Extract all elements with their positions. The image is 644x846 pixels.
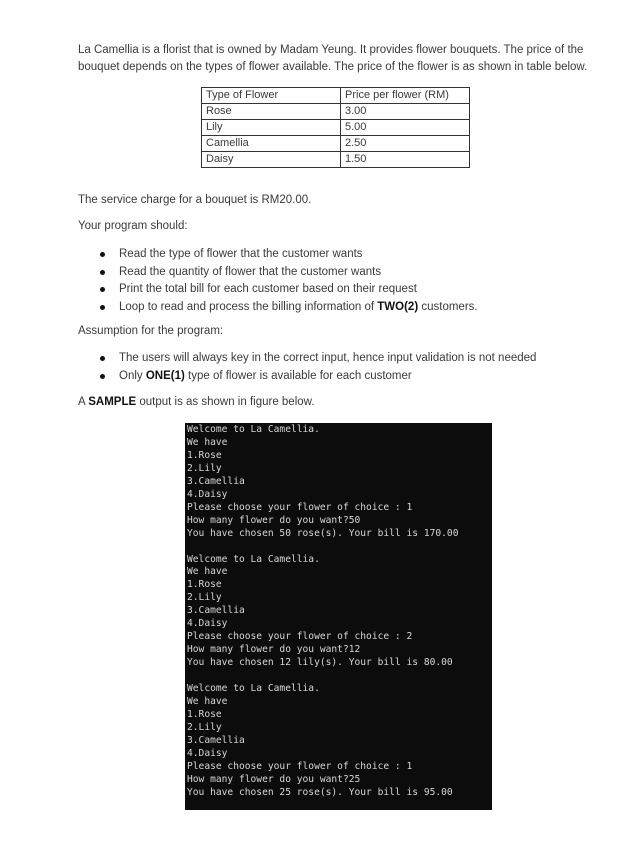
service-charge-text: The service charge for a bouquet is RM20.00.	[78, 194, 312, 206]
caption-text: A	[78, 396, 89, 408]
list-item	[100, 264, 478, 282]
column-header-flower-type: Type of Flower	[202, 88, 341, 104]
console-output-window	[185, 423, 492, 810]
cell-flower-type: Camellia	[202, 136, 341, 152]
cell-flower-type: Rose	[202, 104, 341, 120]
caption-text: output is as shown in figure below.	[136, 396, 315, 408]
cell-price: 1.50	[341, 152, 470, 168]
flower-price-table	[201, 87, 470, 168]
list-item	[100, 299, 478, 317]
list-item	[100, 246, 478, 264]
list-item	[100, 281, 478, 299]
cell-price: 3.00	[341, 104, 470, 120]
cell-flower-type: Daisy	[202, 152, 341, 168]
assumptions-list	[100, 350, 536, 385]
intro-paragraph: La Camellia is a florist that is owned by Madam Yeung. It provides flower bouquets. The price of the bouquet depends on the types of flower available. The price of the flower is as shown in table below.	[78, 44, 588, 73]
bullet-icon	[100, 287, 105, 292]
list-item-text: Read the type of flower that the customer wants	[119, 248, 363, 260]
list-item-text: type of flower is available for each customer	[184, 369, 412, 382]
cell-price: 5.00	[341, 120, 470, 136]
sample-caption	[78, 394, 315, 411]
bullet-icon	[100, 374, 105, 379]
cell-price: 2.50	[341, 136, 470, 152]
list-item	[100, 350, 536, 368]
table-row	[202, 152, 470, 168]
bullet-icon	[100, 252, 105, 257]
assumptions-heading: Assumption for the program:	[78, 325, 224, 337]
table-row	[202, 104, 470, 120]
bullet-icon	[100, 270, 105, 275]
list-item-text: Loop to read and process the billing information of	[119, 300, 378, 313]
table-row	[202, 136, 470, 152]
cell-flower-type: Lily	[202, 120, 341, 136]
list-item-text: Read the quantity of flower that the customer wants	[119, 265, 382, 278]
bullet-icon	[100, 356, 105, 361]
console-output-text: Welcome to La Camellia. We have 1.Rose 2.Lily 3.Camellia 4.Daisy Please choose your flower of choice : 1 How many flower do you want?50 You have chosen 50 rose(s). Your bill is 170.00 Welcome to La Camellia. We have 1.Rose 2.Lily 3.Camellia 4.Daisy Please choose your flower of choice : 2 How many flower do you want?12 You have chosen 12 lily(s). Your bill is 80.00 Welcome to La Camellia. We have 1.Rose 2.Lily 3.Camellia 4.Daisy Please choose your flower of choice : 1 How many flower do you want?25 You have chosen 25 rose(s). Your bill is 95.00	[187, 424, 459, 798]
requirements-heading: Your program should:	[78, 220, 188, 232]
table-header-row	[202, 88, 470, 104]
list-item-text: customers.	[418, 300, 478, 313]
requirements-list	[100, 246, 478, 316]
list-item	[100, 368, 536, 386]
emphasis-text: ONE(1)	[145, 369, 185, 382]
list-item-text: Only	[119, 369, 146, 382]
emphasis-text: SAMPLE	[88, 396, 137, 408]
table-row	[202, 120, 470, 136]
list-item-text: The users will always key in the correct input, hence input validation is not needed	[119, 352, 537, 364]
column-header-price: Price per flower (RM)	[341, 88, 470, 104]
bullet-icon	[100, 305, 105, 310]
emphasis-text: TWO(2)	[377, 300, 419, 313]
list-item-text: Print the total bill for each customer based on their request	[119, 283, 417, 295]
